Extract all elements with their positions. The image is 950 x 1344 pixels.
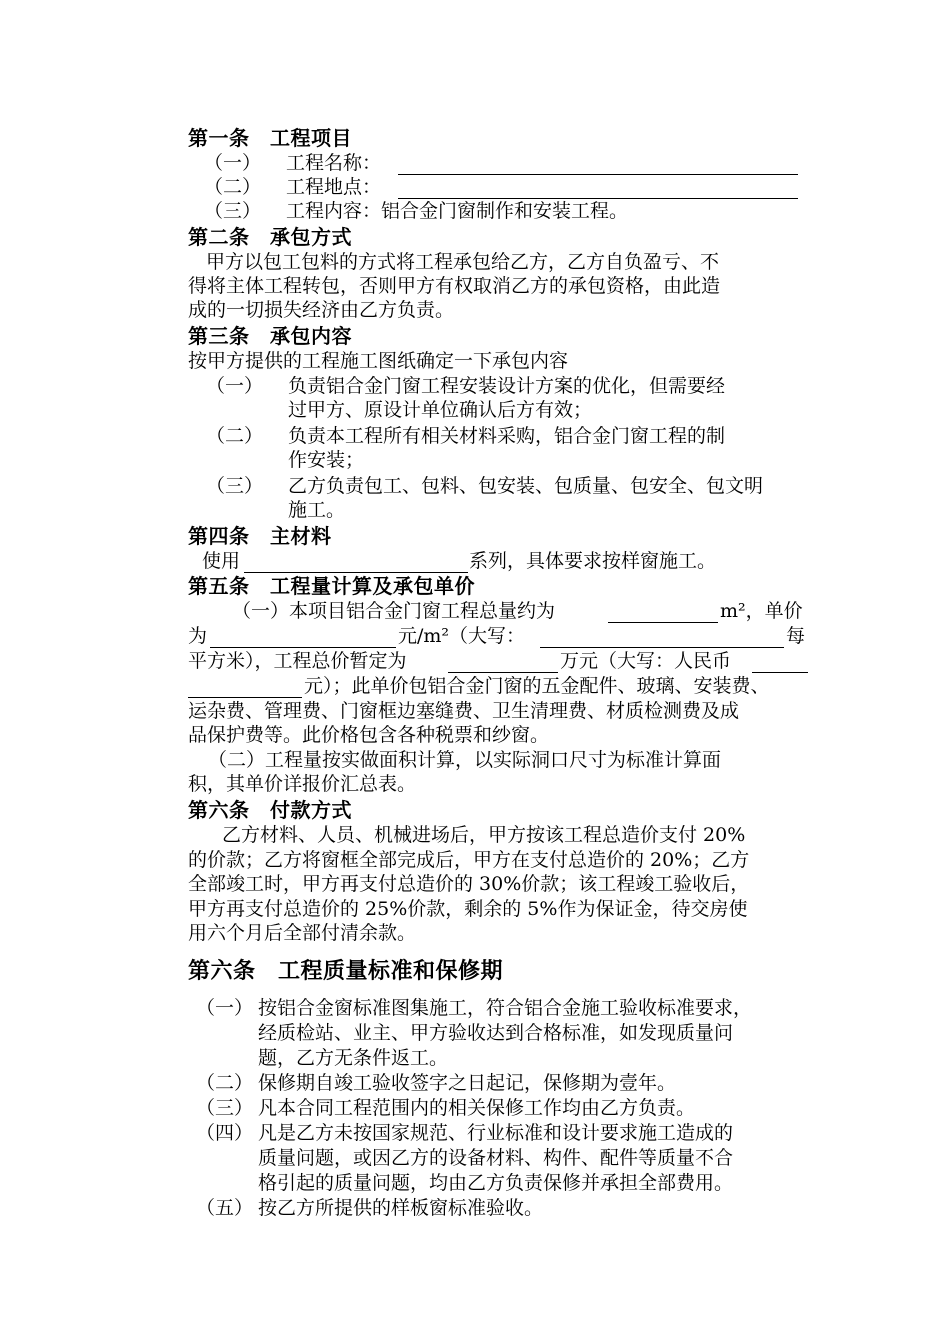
- a1-item-3-label: （三）: [204, 200, 262, 222]
- a1-item-2-text: 工程地点：: [286, 176, 382, 198]
- a4-text-post: 系列，具体要求按样窗施工。: [469, 550, 717, 572]
- a5-p2-c: 每: [786, 625, 806, 647]
- total-price-words-blank-1[interactable]: [752, 653, 808, 673]
- a2-line-1: 甲方以包工包料的方式将工程承包给乙方，乙方自负盈亏、不: [206, 251, 720, 273]
- project-name-blank[interactable]: [398, 155, 798, 175]
- a3-item-1-line-1: 负责铝合金门窗工程安装设计方案的优化，但需要经: [288, 375, 726, 397]
- a6-line-4: 甲方再支付总造价的 25%价款，剩余的 5%作为保证金，待交房使: [188, 898, 748, 920]
- a3-item-3-label: （三）: [206, 475, 264, 497]
- a1-item-1-label: （一）: [204, 152, 262, 174]
- a7-item-4-line-2: 质量问题，或因乙方的设备材料、构件、配件等质量不合: [258, 1147, 734, 1169]
- a7-item-4-line-1: 凡是乙方未按国家规范、行业标准和设计要求施工造成的: [258, 1122, 734, 1144]
- unit-price-blank[interactable]: [210, 628, 396, 648]
- a3-item-2-label: （二）: [206, 425, 264, 447]
- a3-item-1-label: （一）: [206, 375, 264, 397]
- a7-item-1-line-3: 题，乙方无条件返工。: [258, 1047, 449, 1069]
- article-1-title: 第一条 工程项目: [188, 126, 352, 150]
- a5-p3-b: 万元（大写：人民币: [560, 650, 732, 672]
- a1-item-1-text: 工程名称：: [286, 152, 382, 174]
- a7-item-4-label: （四）: [196, 1122, 254, 1144]
- a7-item-1-line-2: 经质检站、业主、甲方验收达到合格标准，如发现质量问: [258, 1022, 734, 1044]
- total-quantity-blank[interactable]: [608, 603, 718, 623]
- article-2-title: 第二条 承包方式: [188, 225, 352, 249]
- a6-line-3: 全部竣工时，甲方再支付总造价的 30%价款；该工程竣工验收后，: [188, 873, 750, 895]
- material-series-blank[interactable]: [244, 553, 468, 573]
- project-location-blank[interactable]: [398, 179, 798, 199]
- a5-p2-b: 元/m²（大写：: [398, 625, 526, 647]
- a7-item-1-line-1: 按铝合金窗标准图集施工，符合铝合金施工验收标准要求，: [258, 997, 753, 1019]
- a3-item-2-line-1: 负责本工程所有相关材料采购，铝合金门窗工程的制: [288, 425, 726, 447]
- a7-item-2-label: （二）: [196, 1072, 254, 1094]
- a1-item-2: [204, 175, 382, 199]
- a6-line-5: 用六个月后全部付清余款。: [188, 922, 417, 944]
- a2-line-3: 成的一切损失经济由乙方负责。: [188, 299, 455, 321]
- article-3-title: 第三条 承包内容: [188, 324, 352, 348]
- a3-item-1-line-2: 过甲方、原设计单位确认后方有效；: [288, 399, 593, 421]
- a5-p2-a: 为: [188, 625, 208, 647]
- a7-item-4-line-3: 格引起的质量问题，均由乙方负责保修并承担全部费用。: [258, 1172, 734, 1194]
- a5-p3-a: 平方米），工程总价暂定为: [188, 650, 407, 672]
- a3-item-2-line-2: 作安装；: [288, 449, 365, 471]
- a3-item-3-line-2: 施工。: [288, 499, 346, 521]
- a5-p1-b: m²，单价: [720, 600, 803, 622]
- total-price-words-blank-2[interactable]: [188, 678, 302, 698]
- a7-item-5-line-1: 按乙方所提供的样板窗标准验收。: [258, 1197, 544, 1219]
- a6-line-1: 乙方材料、人员、机械进场后，甲方按该工程总造价支付 20%: [222, 824, 746, 846]
- a3-item-3-line-1: 乙方负责包工、包料、包安装、包质量、包安全、包文明: [288, 475, 764, 497]
- article-4-title: 第四条 主材料: [188, 524, 332, 548]
- a1-item-3-text: 工程内容：铝合金门窗制作和安装工程。: [286, 200, 629, 222]
- a5-p5: 运杂费、管理费、门窗框边塞缝费、卫生清理费、材质检测费及成: [188, 700, 740, 722]
- a3-intro: 按甲方提供的工程施工图纸确定一下承包内容: [188, 350, 569, 372]
- a5-q2: 积，其单价详报价汇总表。: [188, 773, 417, 795]
- total-price-blank[interactable]: [448, 653, 558, 673]
- unit-price-words-blank[interactable]: [540, 628, 784, 648]
- a7-item-2-line-1: 保修期自竣工验收签字之日起记，保修期为壹年。: [258, 1072, 677, 1094]
- a7-item-3-line-1: 凡本合同工程范围内的相关保修工作均由乙方负责。: [258, 1097, 696, 1119]
- a1-item-1: [204, 151, 382, 175]
- a7-item-1-label: （一）: [196, 997, 254, 1019]
- a1-item-2-label: （二）: [204, 176, 262, 198]
- a1-item-3: [204, 199, 629, 223]
- article-5-title: 第五条 工程量计算及承包单价: [188, 574, 475, 598]
- a5-p4-b: 元）；此单价包铝合金门窗的五金配件、玻璃、安装费、: [304, 675, 770, 697]
- a7-item-5-label: （五）: [196, 1197, 254, 1219]
- a5-p1-a: （一）本项目铝合金门窗工程总量约为: [232, 600, 556, 622]
- a6-line-2: 的价款；乙方将窗框全部完成后，甲方在支付总造价的 20%；乙方: [188, 849, 750, 871]
- a2-line-2: 得将主体工程转包，否则甲方有权取消乙方的承包资格，由此造: [188, 275, 721, 297]
- a4-text-pre: 使用: [202, 550, 241, 572]
- a5-q1: （二）工程量按实做面积计算，以实际洞口尺寸为标准计算面: [208, 749, 722, 771]
- article-6-title: 第六条 付款方式: [188, 798, 352, 822]
- article-quality-title: 第六条 工程质量标准和保修期: [188, 959, 504, 984]
- a7-item-3-label: （三）: [196, 1097, 254, 1119]
- a5-p6: 品保护费等。此价格包含各种税票和纱窗。: [188, 724, 550, 746]
